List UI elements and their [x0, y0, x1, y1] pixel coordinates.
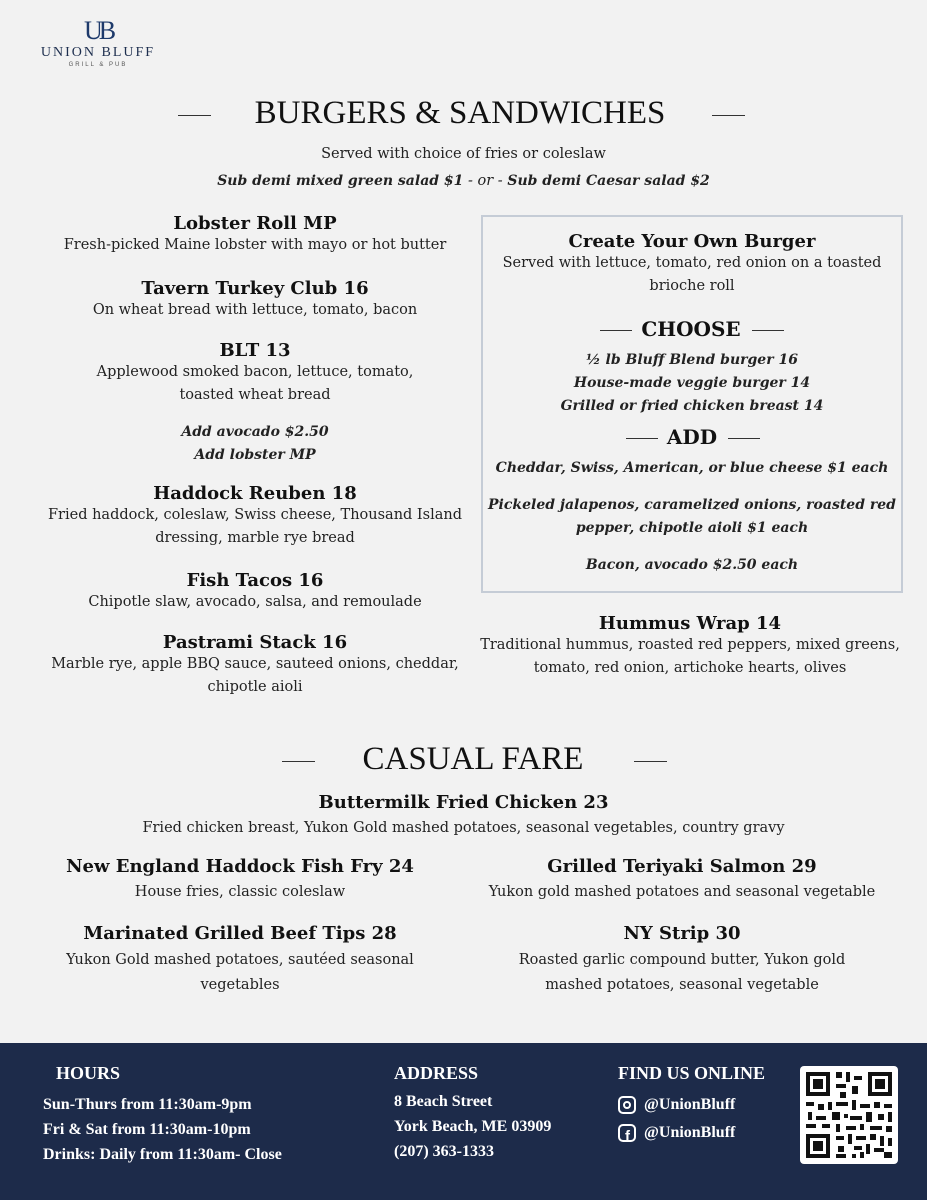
add-option: Pickeled jalapenos, caramelized onions, roasted red — [488, 497, 896, 513]
address-block — [394, 1089, 551, 1164]
item-desc: mashed potatoes, seasonal vegetable — [545, 977, 819, 993]
add-rule-left — [626, 438, 658, 439]
address-line: York Beach, ME 03909 — [394, 1118, 552, 1135]
hours-line: Fri & Sat from 11:30am-10pm — [43, 1121, 251, 1138]
facebook-handle: @UnionBluff — [644, 1124, 736, 1141]
hours-list — [43, 1092, 282, 1167]
menu-item-fish-fry — [20, 856, 460, 904]
choose-rule-left — [600, 330, 632, 331]
add-option: pepper, chipotle aioli $1 each — [575, 520, 809, 536]
item-name: Marinated Grilled Beef Tips 28 — [83, 923, 397, 944]
choose-option: ½ lb Bluff Blend burger 16 — [586, 352, 798, 368]
item-desc: Fresh-picked Maine lobster with mayo or hot butter — [63, 237, 447, 253]
menu-item-ny-strip — [462, 923, 902, 998]
menu-item-fried-chicken — [0, 792, 927, 840]
phone-number[interactable]: (207) 363-1333 — [394, 1143, 494, 1160]
item-name: Hummus Wrap 14 — [598, 613, 782, 634]
title-rule-right — [634, 761, 667, 762]
item-desc: Applewood smoked bacon, lettuce, tomato, — [96, 364, 414, 380]
menu-item-turkey-club — [20, 278, 490, 322]
item-desc: chipotle aioli — [207, 679, 303, 695]
item-desc: tomato, red onion, artichoke hearts, olives — [533, 660, 847, 676]
title-rule-right — [712, 115, 745, 116]
menu-item-blt — [20, 340, 490, 467]
address-heading: ADDRESS — [394, 1063, 479, 1083]
add-option: Bacon, avocado $2.50 each — [585, 557, 799, 573]
item-name: Fish Tacos 16 — [186, 570, 324, 591]
item-desc: Yukon Gold mashed potatoes, sautéed seasonal — [66, 952, 414, 968]
menu-item-hummus-wrap — [470, 613, 910, 680]
choose-heading: CHOOSE — [641, 317, 741, 341]
instagram-link[interactable] — [618, 1092, 735, 1117]
choose-option: House-made veggie burger 14 — [573, 375, 811, 391]
add-rule-right — [728, 438, 760, 439]
item-name: New England Haddock Fish Fry 24 — [66, 856, 414, 877]
blt-addon: Add avocado $2.50 — [181, 424, 329, 440]
item-desc: On wheat bread with lettuce, tomato, bacon — [92, 302, 418, 318]
title-rule-left — [178, 115, 211, 116]
item-desc: Chipotle slaw, avocado, salsa, and remoulade — [88, 594, 422, 610]
create-burger-section — [481, 231, 903, 298]
menu-item-lobster-roll — [20, 213, 490, 257]
section-title-casual: CASUAL FARE — [362, 741, 584, 777]
menu-item-haddock-reuben — [12, 483, 498, 550]
item-desc: Yukon gold mashed potatoes and seasonal vegetable — [488, 884, 876, 900]
item-desc: Fried chicken breast, Yukon Gold mashed potatoes, seasonal vegetables, country gravy — [142, 820, 785, 836]
online-heading: FIND US ONLINE — [618, 1063, 766, 1083]
salad-substitutions — [0, 170, 927, 193]
sub-salad-left: Sub demi mixed green salad $1 — [217, 173, 464, 189]
sub-salad-right: Sub demi Caesar salad $2 — [507, 173, 710, 189]
hours-heading: HOURS — [56, 1063, 121, 1083]
title-rule-left — [282, 761, 315, 762]
cyob-desc: Served with lettuce, tomato, red onion on a toasted — [502, 255, 882, 271]
instagram-handle: @UnionBluff — [644, 1096, 736, 1113]
item-name: NY Strip 30 — [623, 923, 741, 944]
add-options — [481, 457, 903, 577]
facebook-link[interactable] — [618, 1120, 735, 1145]
item-name: Lobster Roll MP — [173, 213, 337, 234]
menu-item-pastrami-stack — [20, 632, 490, 699]
qr-code[interactable] — [800, 1066, 898, 1164]
brand-logo — [28, 18, 168, 68]
choose-options — [481, 349, 903, 418]
menu-item-fish-tacos — [20, 570, 490, 614]
add-option: Cheddar, Swiss, American, or blue cheese $1 each — [495, 460, 889, 476]
facebook-icon: f — [618, 1124, 636, 1142]
address-line: 8 Beach Street — [394, 1093, 493, 1110]
menu-item-beef-tips — [20, 923, 460, 998]
instagram-icon — [618, 1096, 636, 1114]
choose-rule-right — [752, 330, 784, 331]
logo-name: UNION BLUFF — [40, 45, 156, 60]
section-title-burgers: BURGERS & SANDWICHES — [254, 95, 666, 131]
item-desc: Traditional hummus, roasted red peppers, mixed greens, — [480, 637, 900, 653]
menu-item-teriyaki-salmon — [462, 856, 902, 904]
hours-line: Drinks: Daily from 11:30am- Close — [43, 1146, 282, 1163]
item-desc: Marble rye, apple BBQ sauce, sauteed onions, cheddar, — [51, 656, 459, 672]
blt-addon: Add lobster MP — [194, 447, 316, 463]
sub-salad-or: - or - — [463, 173, 508, 189]
logo-mark: UB — [83, 16, 113, 45]
item-desc: Roasted garlic compound butter, Yukon gold — [518, 952, 846, 968]
cyob-desc: brioche roll — [649, 278, 735, 294]
item-desc: toasted wheat bread — [179, 387, 331, 403]
item-name: BLT 13 — [219, 340, 291, 361]
item-desc: vegetables — [200, 977, 280, 993]
choose-option: Grilled or fried chicken breast 14 — [560, 398, 824, 414]
item-name: Tavern Turkey Club 16 — [141, 278, 369, 299]
item-name: Haddock Reuben 18 — [153, 483, 357, 504]
item-name: Grilled Teriyaki Salmon 29 — [547, 856, 817, 877]
item-name: Buttermilk Fried Chicken 23 — [318, 792, 609, 813]
cyob-title: Create Your Own Burger — [568, 231, 816, 252]
hours-line: Sun-Thurs from 11:30am-9pm — [43, 1096, 252, 1113]
add-heading: ADD — [666, 425, 718, 449]
item-name: Pastrami Stack 16 — [162, 632, 348, 653]
qr-code-icon — [800, 1066, 898, 1164]
logo-subtitle: GRILL & PUB — [68, 62, 128, 68]
item-desc: Fried haddock, coleslaw, Swiss cheese, Thousand Island — [47, 507, 462, 523]
burgers-subtitle: Served with choice of fries or coleslaw — [321, 146, 606, 162]
item-desc: dressing, marble rye bread — [155, 530, 355, 546]
item-desc: House fries, classic coleslaw — [134, 884, 346, 900]
